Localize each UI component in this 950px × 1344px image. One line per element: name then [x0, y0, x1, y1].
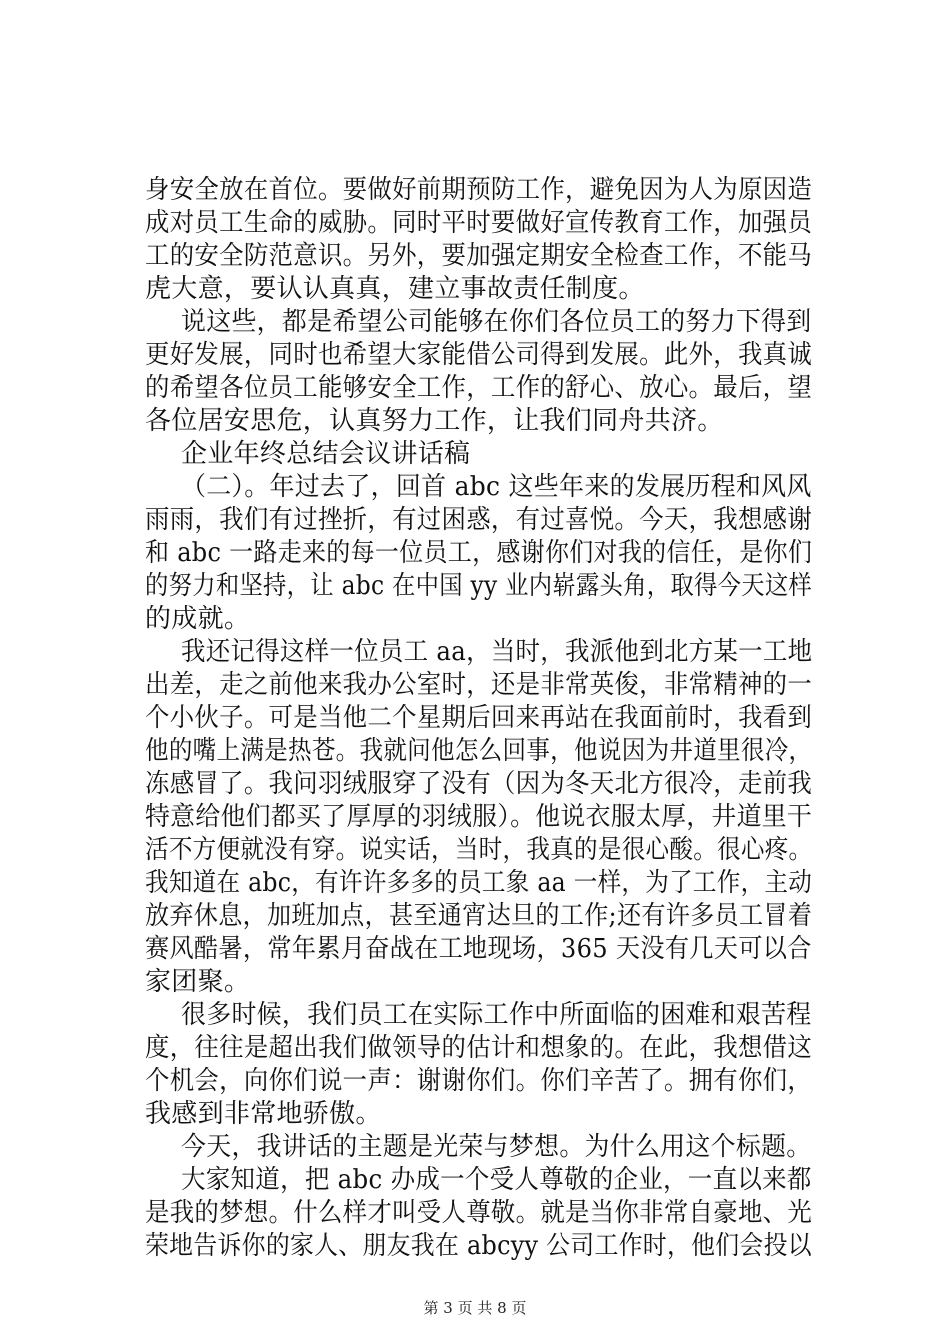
text-line: 成对员工生命的威胁。同时平时要做好宣传教育工作，加强员 [145, 208, 813, 238]
paragraph-first-line: 大家知道，把 abc 办成一个受人尊敬的企业，一直以来都 [181, 1165, 812, 1195]
text-line: 身安全放在首位。要做好前期预防工作，避免因为人为原因造 [145, 175, 813, 205]
page-number-footer: 第 3 页 共 8 页 [423, 1299, 527, 1317]
text-line: 是我的梦想。什么样才叫受人尊敬。就是当你非常自豪地、光 [145, 1198, 813, 1228]
paragraph-first-line: 说这些，都是希望公司能够在你们各位员工的努力下得到 [181, 307, 812, 337]
text-line: 的成就。 [145, 604, 251, 634]
paragraph-first-line: 很多时候，我们员工在实际工作中所面临的困难和艰苦程 [181, 1000, 812, 1030]
text-line: 家团聚。 [145, 967, 251, 997]
text-line: 我知道在 abc，有许许多多的员工象 aa 一样，为了工作，主动 [145, 868, 813, 898]
text-line: 和 abc 一路走来的每一位员工，感谢你们对我的信任，是你们 [145, 538, 813, 568]
text-line: 我感到非常地骄傲。 [145, 1099, 382, 1129]
text-line: 虎大意，要认认真真，建立事故责任制度。 [145, 274, 645, 304]
text-line: 放弃休息，加班加点，甚至通宵达旦的工作;还有许多员工冒着 [145, 901, 813, 931]
text-line: 更好发展，同时也希望大家能借公司得到发展。此外，我真诚 [145, 340, 813, 370]
paragraph-first-line: 今天，我讲话的主题是光荣与梦想。为什么用这个标题。 [181, 1132, 812, 1162]
text-line: 工的安全防范意识。另外，要加强定期安全检查工作，不能马 [145, 241, 813, 271]
text-line: 各位居安思危，认真努力工作，让我们同舟共济。 [145, 406, 724, 436]
text-line: 特意给他们都买了厚厚的羽绒服）。他说衣服太厚，井道里干 [145, 802, 813, 832]
text-line: 个机会，向你们说一声：谢谢你们。你们辛苦了。拥有你们， [145, 1066, 813, 1096]
text-line: 他的嘴上满是热苍。我就问他怎么回事，他说因为井道里很冷， [145, 736, 813, 766]
section-heading: 企业年终总结会议讲话稿 [181, 439, 471, 469]
paragraph-first-line: （二）。年过去了，回首 abc 这些年来的发展历程和风风 [181, 472, 812, 502]
text-line: 的希望各位员工能够安全工作，工作的舒心、放心。最后，望 [145, 373, 813, 403]
text-line: 个小伙子。可是当他二个星期后回来再站在我面前时，我看到 [145, 703, 813, 733]
text-line: 荣地告诉你的家人、朋友我在 abcyy 公司工作时，他们会投以 [145, 1231, 812, 1261]
text-line: 赛风酷暑，常年累月奋战在工地现场，365 天没有几天可以合 [145, 934, 812, 964]
text-line: 活不方便就没有穿。说实话，当时，我真的是很心酸。很心疼。 [145, 835, 813, 865]
text-line: 的努力和坚持，让 abc 在中国 yy 业内崭露头角，取得今天这样 [145, 571, 813, 601]
text-line: 冻感冒了。我问羽绒服穿了没有（因为冬天北方很冷，走前我 [145, 769, 813, 799]
text-line: 出差，走之前他来我办公室时，还是非常英俊，非常精神的一 [145, 670, 813, 700]
text-line: 度，往往是超出我们做领导的估计和想象的。在此，我想借这 [145, 1033, 813, 1063]
paragraph-first-line: 我还记得这样一位员工 aa，当时，我派他到北方某一工地 [181, 637, 813, 667]
text-line: 雨雨，我们有过挫折，有过困惑，有过喜悦。今天，我想感谢 [145, 505, 813, 535]
